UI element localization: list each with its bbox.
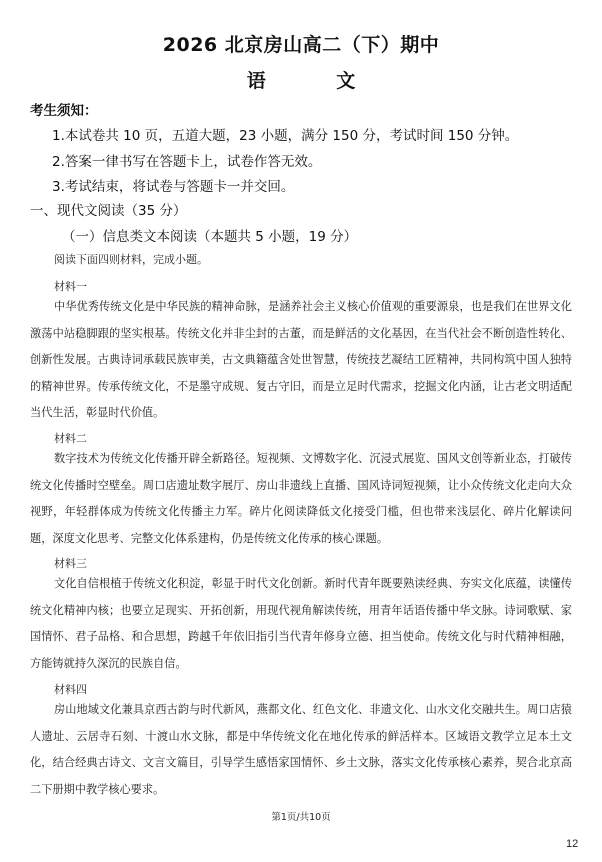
material-text: 房山地域文化兼具京西古韵与时代新风，燕都文化、红色文化、非遗文化、山水文化交融共生。周口店猿人遗址、云居寺石刻、十渡山水文脉，都是中华传统文化在地化传承的鲜活样本。区域语文教学立足本土文化，结合经典古诗文、文言文篇目，引导学生感悟家国情怀、乡土文脉，落实文化传承核心素养，契合北京高二下册期中教学核心要求。 bbox=[30, 703, 572, 796]
subject-title: 语 文 bbox=[246, 70, 388, 92]
page-number: 12 bbox=[566, 838, 579, 850]
notice-item: 3.考试结束，将试卷与答题卡一并交回。 bbox=[52, 179, 295, 195]
material-text: 数字技术为传统文化传播开辟全新路径。短视频、文博数字化、沉浸式展览、国风文创等新业态，打破传统文化传播时空壁垒。周口店遗址数字展厅、房山非遗线上直播、国风诗词短视频，让小众传统文化走向大众视野，年轻群体成为传统文化传播主力军。碎片化阅读降低文化接受门槛，但也带来浅层化、碎片化解读问题，深度文化思考、完整文化体系建构，仍是传统文化传承的核心课题。 bbox=[30, 452, 572, 545]
notice-heading: 考生须知： bbox=[30, 103, 98, 119]
section-heading: 一、现代文阅读（35 分） bbox=[30, 203, 187, 219]
material-text: 文化自信根植于传统文化积淀，彰显于时代文化创新。新时代青年既要熟读经典、夯实文化底蕴，读懂传统文化精神内核；也要立足现实、开拓创新，用现代视角解读传统，用青年话语传播中华文脉。诗词歌赋、家国情怀、君子品格、和合思想，跨越千年依旧指引当代青年修身立德、担当使命。传统文化与时代精神相融，方能铸就持久深沉的民族自信。 bbox=[30, 577, 572, 670]
subsection-heading: （一）信息类文本阅读（本题共 5 小题，19 分） bbox=[62, 229, 358, 245]
page-footer: 第1页/共10页 bbox=[271, 812, 331, 823]
notice-item: 1.本试卷共 10 页，五道大题，23 小题，满分 150 分，考试时间 150 分钟。 bbox=[52, 128, 519, 144]
material-label: 材料二 bbox=[54, 432, 87, 445]
material-label: 材料一 bbox=[54, 280, 87, 293]
exam-title: 2026 北京房山高二（下）期中 bbox=[162, 34, 440, 56]
material-label: 材料四 bbox=[54, 683, 87, 696]
reading-instruction: 阅读下面四则材料，完成小题。 bbox=[54, 253, 208, 266]
notice-item: 2.答案一律书写在答题卡上，试卷作答无效。 bbox=[52, 154, 322, 170]
material-text: 中华优秀传统文化是中华民族的精神命脉，是涵养社会主义核心价值观的重要源泉，也是我们在世界文化激荡中站稳脚跟的坚实根基。传统文化并非尘封的古董，而是鲜活的文化基因，在当代社会不断创造性转化、创新性发展。古典诗词承载民族审美，古文典籍蕴含处世智慧，传统技艺凝结工匠精神，共同构筑中国人独特的精神世界。传承传统文化，不是墨守成规、复古守旧，而是立足时代需求，挖掘文化内涵，让古老文明适配当代生活，彰显时代价值。 bbox=[30, 300, 572, 419]
material-label: 材料三 bbox=[54, 557, 87, 570]
